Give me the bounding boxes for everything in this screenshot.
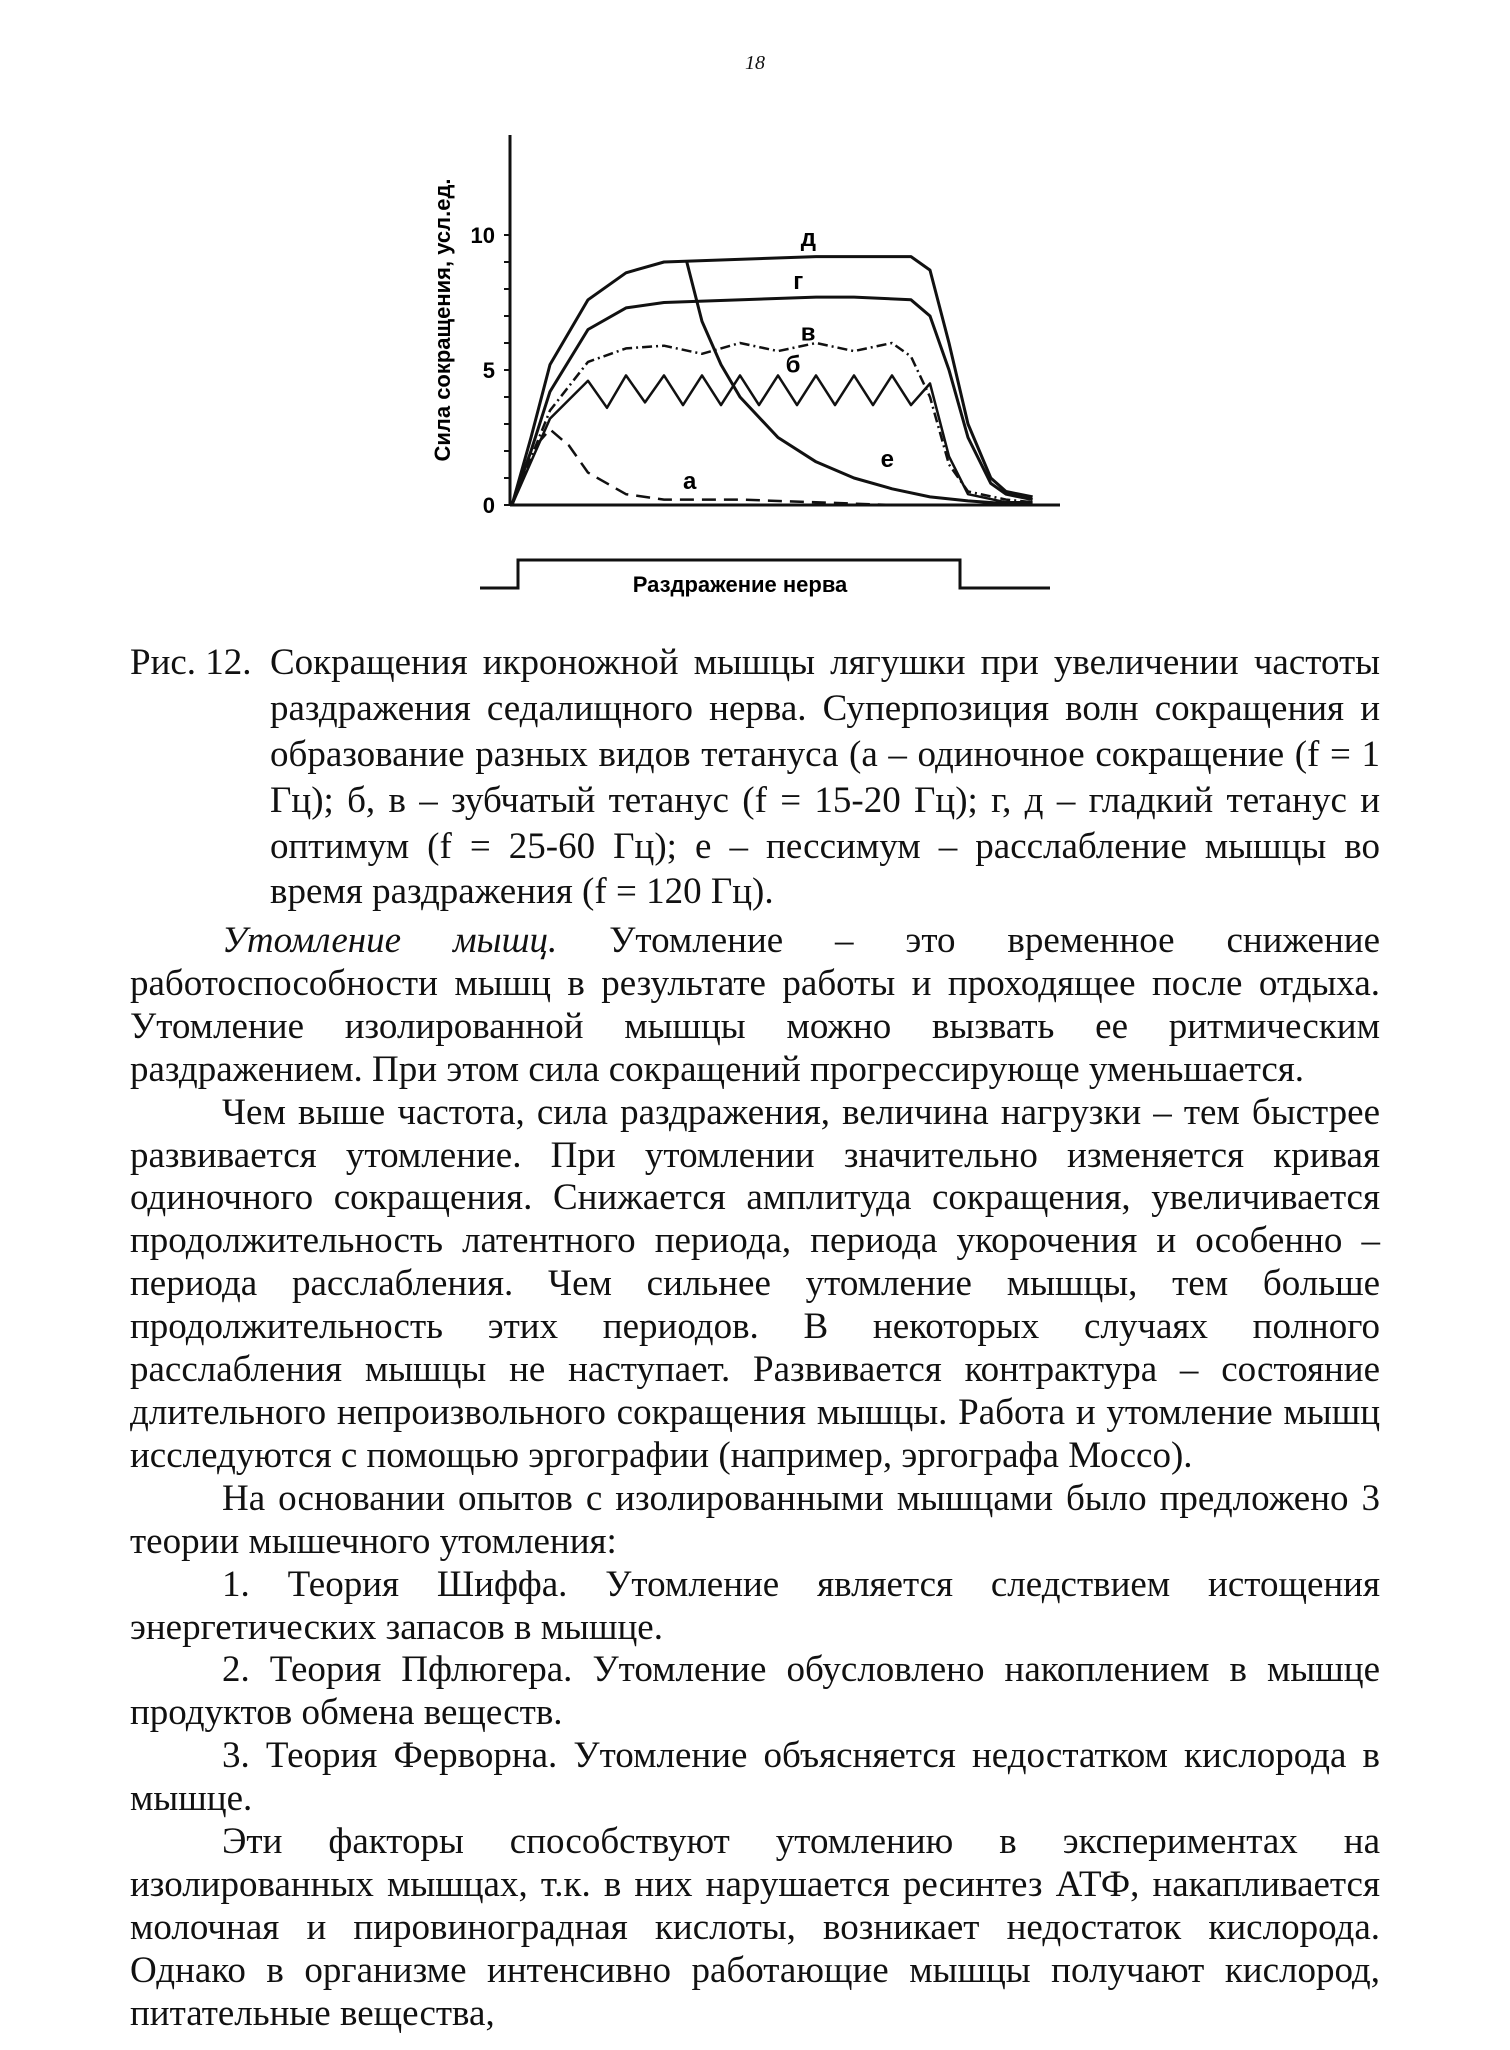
stimulus-label: Раздражение нерва — [632, 572, 848, 597]
paragraph-1-text: Утомление – это временное снижение работоспособности мышц в результате работы и проходящее после отдыха. Утомление изолированной мышцы можно вызвать ее ритмическим раздражением. При этом сила сокращений прогрессирующе уменьшается. — [130, 920, 1380, 1090]
y-tick-label: 0 — [482, 493, 495, 518]
caption-text: Сокращения икроножной мышцы лягушки при увеличении частоты раздражения седалищного нерва. Суперпозиция волн сокращения и образование разных видов тетануса (а – одиночное сокращение (f = 1 Гц); б, в – зубчатый тетанус (f = 15-20 Гц); г, д – гладкий тетанус и оптимум (f = 25-60 Гц); е – пессимум – расслабление мышцы во время раздражения (f = 120 Гц). — [270, 642, 1380, 913]
section-title: Утомление мышц. — [222, 920, 558, 961]
curve-label: б — [785, 351, 801, 379]
caption-label: Рис. 12. — [130, 642, 252, 683]
paragraph-4: 1. Теория Шиффа. Утомление является следствием истощения энергетических запасов в мышце. — [130, 1563, 1380, 1648]
paragraph-6: 3. Теория Ферворна. Утомление объясняется недостатком кислорода в мышце. — [130, 1735, 1380, 1820]
y-axis-label: Сила сокращения, усл.ед. — [430, 178, 455, 462]
figure-12 — [400, 120, 1120, 610]
paragraph-1 — [130, 920, 1380, 1092]
figure-caption — [130, 640, 1380, 915]
curve-label: д — [800, 224, 817, 252]
curve-label: а — [683, 467, 697, 495]
curve-label: г — [793, 268, 804, 295]
paragraph-7: Эти факторы способствуют утомлению в экспериментах на изолированных мышцах, т.к. в них нарушается ресинтез АТФ, накапливается молочная и пировиноградная кислоты, возникает недостаток кислорода. Однако в организме интенсивно работающие мышцы получают кислород, питательные вещества, — [130, 1821, 1380, 2034]
paragraph-3: На основании опытов с изолированными мышцами было предложено 3 теории мышечного утомления: — [130, 1477, 1380, 1562]
paragraph-2: Чем выше частота, сила раздражения, величина нагрузки – тем быстрее развивается утомление. При утомлении значительно изменяется кривая одиночного сокращения. Снижается амплитуда сокращения, увеличивается продолжительность латентного периода, периода укорочения и особенно – периода расслабления. Чем сильнее утомление мышцы, тем больше продолжительность этих периодов. В некоторых случаях полного расслабления мышцы не наступает. Развивается контрактура – состояние длительного непроизвольного сокращения мышцы. Работа и утомление мышц исследуются с помощью эргографии (например, эргографа Моссо). — [130, 1091, 1380, 1476]
curve-label: е — [880, 446, 894, 474]
tetanus-chart — [400, 120, 1120, 610]
body-text — [130, 920, 1380, 2036]
page-number: 18 — [745, 52, 765, 74]
curve-label: в — [800, 319, 816, 347]
paragraph-5: 2. Теория Пфлюгера. Утомление обусловлено накоплением в мышце продуктов обмена веществ. — [130, 1649, 1380, 1734]
series-line — [512, 429, 892, 505]
y-tick-label: 5 — [482, 358, 495, 383]
y-tick-label: 10 — [470, 223, 495, 248]
